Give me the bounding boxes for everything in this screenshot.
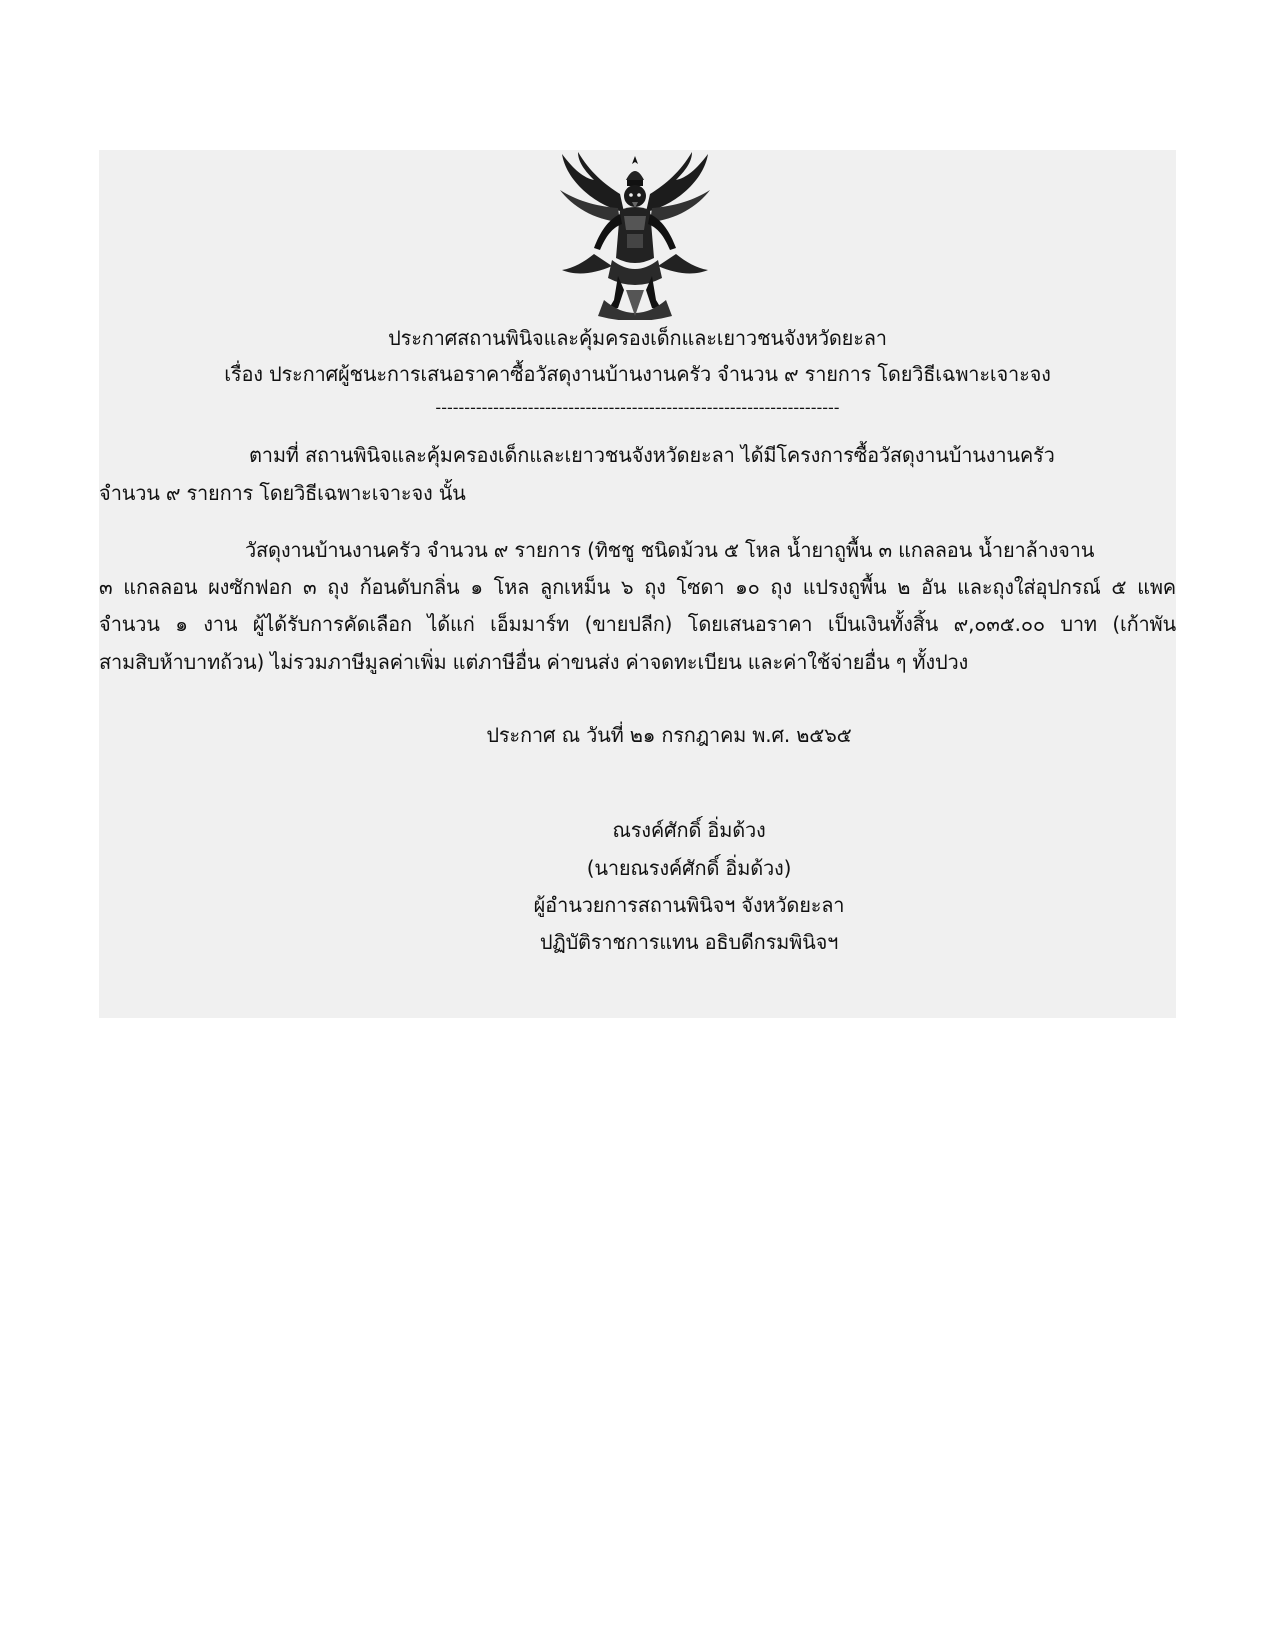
- signatory-position: ผู้อำนวยการสถานพินิจฯ จังหวัดยะลา: [533, 893, 845, 917]
- paragraph-2-line-2: ๓ แกลลอน ผงซักฟอก ๓ ถุง ก้อนดับกลิ่น ๑ โหล ลูกเหม็น ๖ ถุง โซดา ๑๐ ถุง แปรงถูพื้น ๒ อัน และถุงใส่อุปกรณ์ ๕ แพค: [99, 575, 1176, 599]
- announcement-subject: เรื่อง ประกาศผู้ชนะการเสนอราคาซื้อวัสดุงานบ้านงานครัว จำนวน ๙ รายการ โดยวิธีเฉพาะเจาะจง: [224, 362, 1051, 386]
- announcement-date: ประกาศ ณ วันที่ ๒๑ กรกฎาคม พ.ศ. ๒๕๖๕: [486, 723, 852, 747]
- paragraph-2-line-3: จำนวน ๑ งาน ผู้ได้รับการคัดเลือก ได้แก่ เอ็มมาร์ท (ขายปลีก) โดยเสนอราคา เป็นเงินทั้งสิ้น ๙,๐๓๕.๐๐ บาท (เก้าพัน: [99, 612, 1176, 636]
- divider-line: ----------------------------------------------------------------------: [435, 398, 840, 417]
- signatory-acting-for: ปฏิบัติราชการแทน อธิบดีกรมพินิจฯ: [539, 930, 839, 954]
- paragraph-2-line-1: วัสดุงานบ้านงานครัว จำนวน ๙ รายการ (ทิชชู ชนิดม้วน ๕ โหล น้ำยาถูพื้น ๓ แกลลอน น้ำยาล้างจาน: [245, 538, 1095, 562]
- announcement-agency-title: ประกาศสถานพินิจและคุ้มครองเด็กและเยาวชนจังหวัดยะลา: [388, 326, 887, 350]
- garuda-emblem-icon: [554, 150, 716, 320]
- document-page: [99, 150, 1176, 1018]
- signature-name: ณรงค์ศักดิ์ อิ่มด้วง: [612, 818, 766, 842]
- paragraph-2-line-4: สามสิบห้าบาทถ้วน) ไม่รวมภาษีมูลค่าเพิ่ม แต่ภาษีอื่น ค่าขนส่ง ค่าจดทะเบียน และค่าใช้จ่ายอื่น ๆ ทั้งปวง: [99, 650, 969, 674]
- signatory-full-name: (นายณรงค์ศักดิ์ อิ่มด้วง): [586, 856, 792, 880]
- paragraph-1-line-1: ตามที่ สถานพินิจและคุ้มครองเด็กและเยาวชนจังหวัดยะลา ได้มีโครงการซื้อวัสดุงานบ้านงานครัว: [249, 443, 1055, 467]
- paragraph-1-line-2: จำนวน ๙ รายการ โดยวิธีเฉพาะเจาะจง นั้น: [99, 481, 466, 505]
